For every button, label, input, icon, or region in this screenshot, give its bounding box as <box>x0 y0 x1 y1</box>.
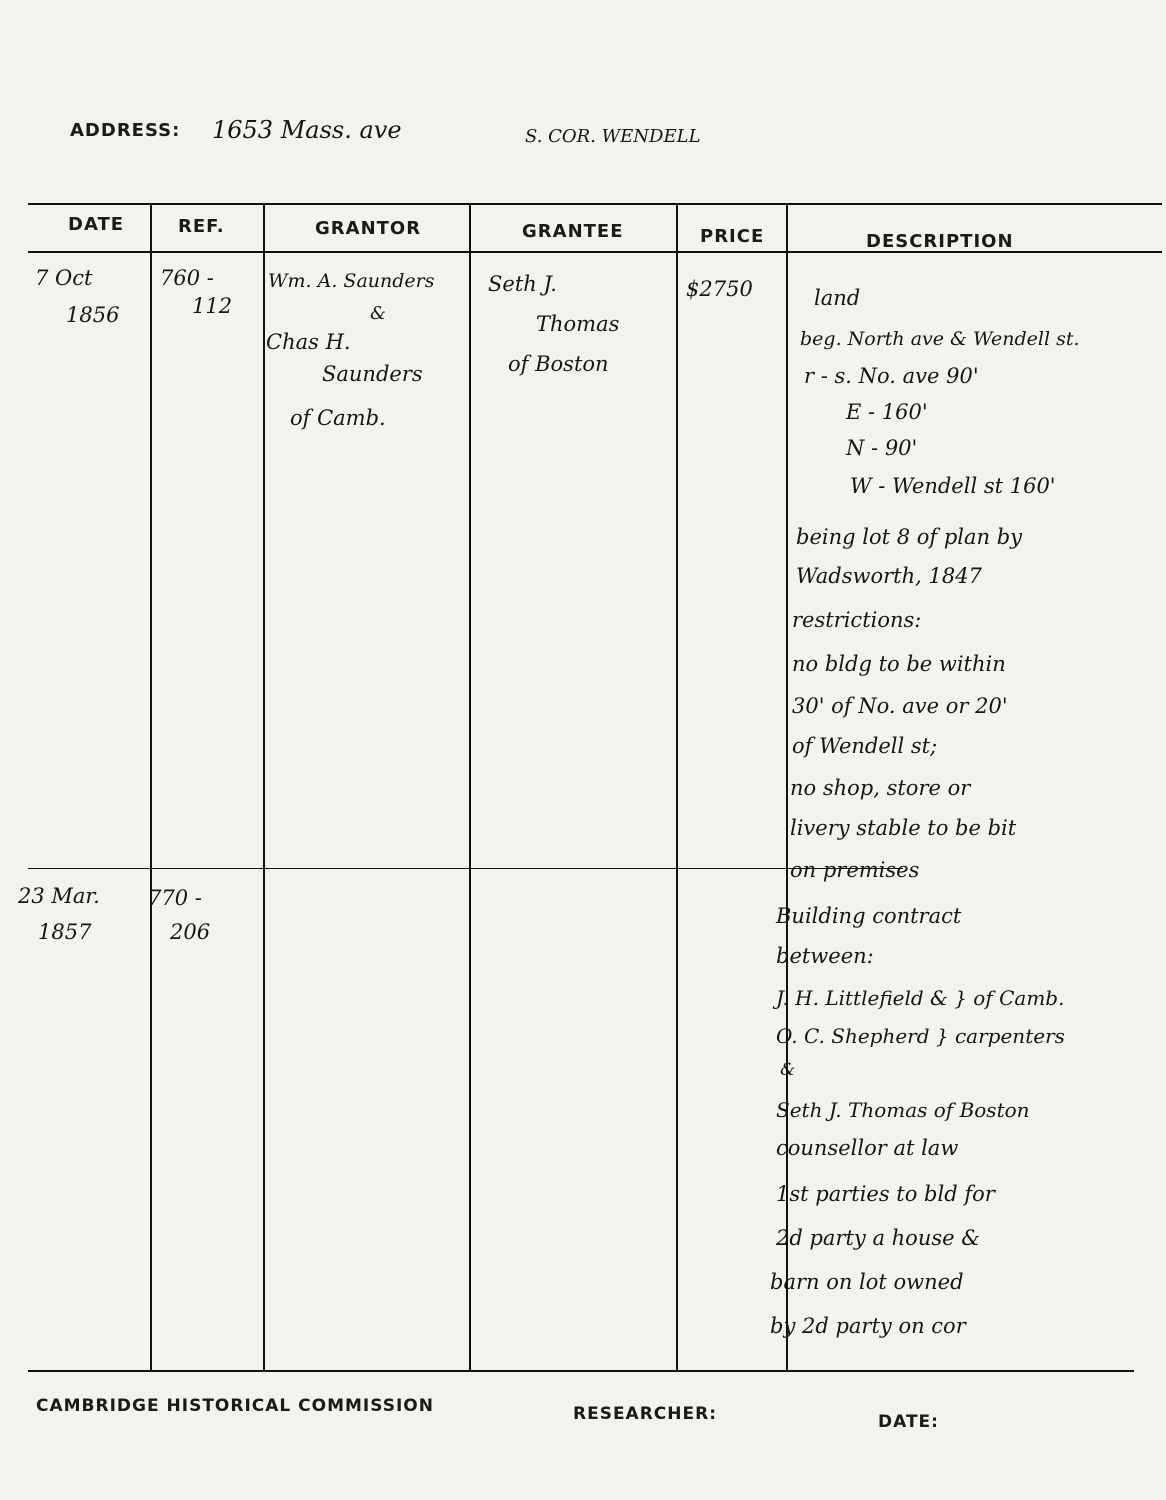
col-header-grantor: GRANTOR <box>315 218 422 239</box>
row2-desc-line: Building contract <box>776 904 962 928</box>
row1-grantor-line: & <box>370 303 387 324</box>
row2-desc-line: Seth J. Thomas of Boston <box>776 1098 1030 1122</box>
row1-grantee-line: of Boston <box>508 352 609 376</box>
row1-desc-line: no shop, store or <box>790 776 971 800</box>
row1-price: $2750 <box>686 277 753 301</box>
row1-desc-line: Wadsworth, 1847 <box>796 564 982 588</box>
address-value: 1653 Mass. ave <box>212 116 402 144</box>
row2-desc-line: O. C. Shepherd } carpenters <box>776 1024 1065 1048</box>
row1-desc-line: restrictions: <box>792 608 922 632</box>
row2-desc-line: barn on lot owned <box>770 1270 964 1294</box>
row2-desc-line: by 2d party on cor <box>770 1314 966 1338</box>
row1-desc-line: 30' of No. ave or 20' <box>792 694 1008 718</box>
row2-ref-page: 206 <box>170 920 211 944</box>
col-divider-date-ref <box>150 205 152 1370</box>
row1-desc-line: beg. North ave & Wendell st. <box>800 328 1080 350</box>
row1-grantor-line: Saunders <box>322 362 423 386</box>
row1-grantor-line: Wm. A. Saunders <box>268 270 435 292</box>
col-divider-ref-grantor <box>263 205 265 1370</box>
footer-researcher-label: RESEARCHER: <box>573 1404 718 1424</box>
row1-grantor-line: of Camb. <box>290 406 386 430</box>
row1-desc-line: no bldg to be within <box>792 652 1006 676</box>
row1-desc-line: on premises <box>790 858 920 882</box>
row1-desc-line: livery stable to be bit <box>790 816 1017 840</box>
col-divider-grantee-price <box>676 205 678 1370</box>
corner-note: S. COR. WENDELL <box>525 126 701 147</box>
row1-ref-page: 112 <box>192 294 233 318</box>
row2-date-year: 1857 <box>38 920 92 944</box>
row1-grantee-line: Thomas <box>536 312 620 336</box>
table-bottom-border <box>28 1370 1134 1372</box>
row1-desc-line: r - s. No. ave 90' <box>804 364 979 388</box>
row2-desc-line: 2d party a house & <box>776 1226 980 1250</box>
col-divider-grantor-grantee <box>469 205 471 1370</box>
row2-desc-line: between: <box>776 944 874 968</box>
row2-desc-line: J. H. Littlefield & } of Camb. <box>776 986 1065 1010</box>
row2-ref-book: 770 - <box>148 886 202 910</box>
row1-desc-line: land <box>814 286 861 310</box>
col-header-ref: REF. <box>178 216 225 237</box>
col-header-grantee: GRANTEE <box>522 221 624 242</box>
footer-date-label: DATE: <box>878 1412 939 1432</box>
row1-grantor-line: Chas H. <box>266 330 351 354</box>
row2-desc-line: 1st parties to bld for <box>776 1182 995 1206</box>
row1-desc-line: W - Wendell st 160' <box>850 474 1056 498</box>
row1-grantee-line: Seth J. <box>488 272 557 296</box>
row-divider <box>28 868 903 869</box>
row1-desc-line: N - 90' <box>846 436 918 460</box>
col-header-description: DESCRIPTION <box>866 231 1014 252</box>
row2-desc-line: & <box>780 1060 796 1080</box>
row2-date-day: 23 Mar. <box>18 884 100 908</box>
address-label: ADDRESS: <box>70 120 181 141</box>
row1-desc-line: E - 160' <box>846 400 928 424</box>
col-header-date: DATE <box>68 214 125 235</box>
table-top-border <box>28 203 1162 205</box>
col-header-price: PRICE <box>700 226 765 247</box>
row1-date-year: 1856 <box>66 303 120 327</box>
row2-desc-line: counsellor at law <box>776 1136 959 1160</box>
footer-commission: CAMBRIDGE HISTORICAL COMMISSION <box>36 1396 434 1416</box>
row1-desc-line: of Wendell st; <box>792 734 938 758</box>
row1-ref-book: 760 - <box>160 266 214 290</box>
row1-desc-line: being lot 8 of plan by <box>796 525 1023 549</box>
row1-date-day: 7 Oct <box>35 266 93 290</box>
